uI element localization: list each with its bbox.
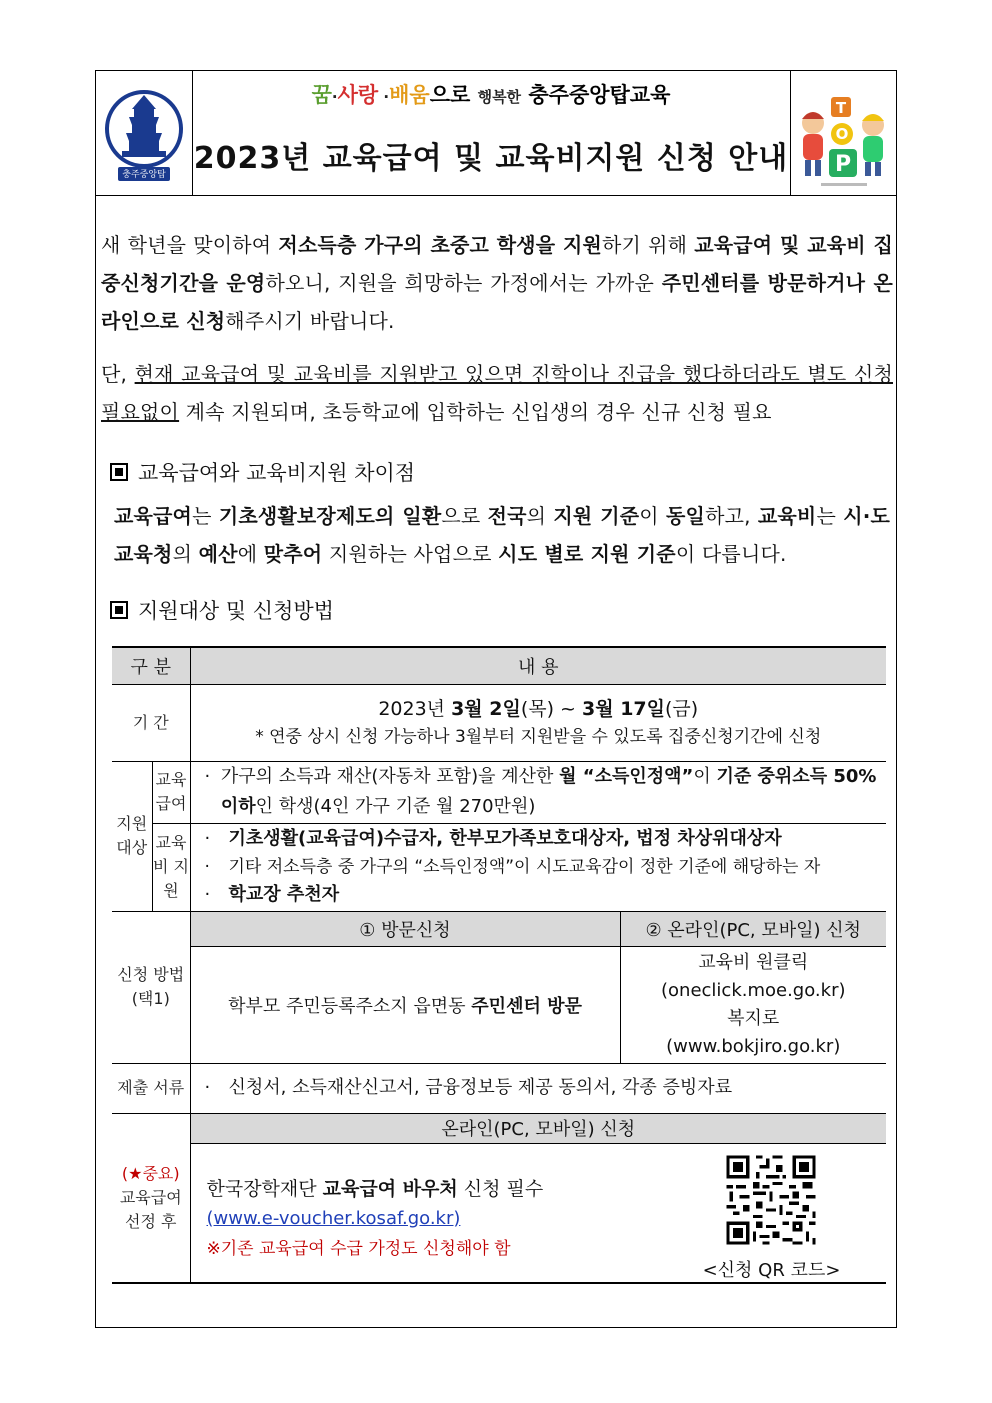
intro-paragraph: 새 학년을 맞이하여 저소득층 가구의 초중고 학생을 지원하기 위해 교육급여 및 교육비 집중신청기간을 운영하오니, 지원을 희망하는 가정에서는 가까운 주민센터를 방문하거나 온라인으로 신청해주시기 바랍니다.: [101, 233, 893, 333]
square-bullet-icon: [110, 601, 128, 619]
slogan-with: 으로: [429, 83, 471, 107]
notice-underlined: 현재 교육급여 및 교육비를 지원받고 있으면 진학이나 진급을 했다하더라도 별도 신청 필요없이: [101, 362, 893, 424]
header: [96, 71, 896, 196]
slogan-dot: ·: [331, 88, 338, 106]
page-title: 2023년 교육급여 및 교육비지원 신청 안내: [193, 141, 789, 176]
top-mascot-icon: [791, 71, 897, 195]
method-online-head: ② 온라인(PC, 모바일) 신청: [620, 911, 886, 946]
table-row-voucher: [112, 1143, 886, 1283]
list-item: 기타 저소득층 중 가구의 “소득인정액”이 시도교육감이 정한 기준에 해당하는 자: [228, 857, 821, 877]
slogan-dream: 꿈: [311, 83, 332, 107]
table-row-method-head: [112, 911, 886, 946]
header-content: 내 용: [190, 647, 886, 684]
voucher-content: 한국장학재단 교육급여 바우처 신청 필수 (www.e-voucher.kosaf.go.kr) ※기존 교육급여 수급 가정도 신청해야 함 <신청 QR 코드>: [190, 1143, 886, 1283]
list-item: 학교장 추천자: [228, 884, 340, 905]
voucher-link[interactable]: (www.e-voucher.kosaf.go.kr): [206, 1207, 461, 1229]
edu-support-label: 교육 비 지원: [152, 823, 190, 911]
bokjiro-label: 복지로: [727, 1007, 780, 1029]
difference-paragraph: 교육급여는 기초생활보장제도의 일환으로 전국의 지원 기준이 동일하고, 교육비는 시·도교육청의 예산에 맞추어 지원하는 사업으로 시도 별로 지원 기준이 다릅니다.: [114, 504, 891, 566]
period-label: 기 간: [112, 684, 190, 761]
oneclick-url[interactable]: (oneclick.moe.go.kr): [661, 979, 846, 1001]
slogan-education: 충주중앙탑교육: [528, 83, 671, 107]
list-item: 기초생활(교육급여)수급자, 한부모가족보호대상자, 법정 차상위대상자: [228, 828, 782, 849]
table-row-method: [112, 946, 886, 1063]
bokjiro-url[interactable]: (www.bokjiro.go.kr): [666, 1035, 841, 1057]
school-logo-icon: [96, 71, 192, 195]
slogan: [192, 79, 790, 109]
docs-content: · 신청서, 소득재산신고서, 금융정보등 제공 동의서, 각종 증빙자료: [190, 1063, 886, 1113]
edu-benefit-label: 교육 급여: [152, 761, 190, 823]
slogan-learning: 배움: [389, 83, 430, 107]
section-heading-difference: 교육급여와 교육비지원 차이점: [110, 457, 415, 487]
docs-label: 제출 서류: [112, 1063, 190, 1113]
logo-text: 충주중앙탑: [122, 170, 166, 180]
document-frame: [95, 70, 897, 1328]
table-row-period: [112, 684, 886, 761]
mascot-logo-cell: [790, 71, 897, 195]
notice-paragraph: 단, 현재 교육급여 및 교육비를 지원받고 있으면 진학이나 진급을 했다하더라도 별도 신청 필요없이 계속 지원되며, 초등학교에 입학하는 신입생의 경우 신규 신청 필요: [101, 362, 893, 424]
mascot-letter-o: O: [835, 125, 849, 143]
slogan-love: 사랑: [337, 83, 379, 107]
school-logo-cell: [96, 71, 193, 195]
mascot-letter-t: T: [835, 99, 847, 117]
section-heading-target: 지원대상 및 신청방법: [110, 595, 334, 625]
mascot-letter-p: P: [834, 152, 852, 177]
square-bullet-icon: [110, 463, 128, 481]
voucher-note: ※기존 교육급여 수급 가정도 신청해야 함: [206, 1238, 511, 1259]
support-table: [112, 646, 886, 1284]
voucher-head: 온라인(PC, 모바일) 신청: [190, 1113, 886, 1143]
qr-caption: <신청 QR 코드>: [702, 1259, 841, 1281]
qr-code-icon: [723, 1152, 819, 1248]
slogan-happy: 행복한: [477, 88, 522, 106]
method-online-content: [620, 946, 886, 1063]
edu-support-content: · 기초생활(교육급여)수급자, 한부모가족보호대상자, 법정 차상위대상자 · 기타 저소득층 중 가구의 “소득인정액”이 시도교육감이 정한 기준에 해당하는 자 · 학교장 추천자: [190, 823, 886, 911]
header-category: 구 분: [112, 647, 190, 684]
edu-benefit-content: · 가구의 소득과 재산(자동차 포함)을 계산한 월 “소득인정액”이 기준 중위소득 50% 이하인 학생(4인 가구 기준 월 270만원): [190, 761, 886, 823]
method-visit-head: ① 방문신청: [190, 911, 620, 946]
method-label: 신청 방법 (택1): [112, 911, 190, 1063]
table-row-edu-benefit: [112, 761, 886, 823]
slogan-dot: ·: [383, 88, 390, 106]
period-note: * 연중 상시 신청 가능하나 3월부터 지원받을 수 있도록 집중신청기간에 신청: [255, 726, 822, 747]
qr-code[interactable]: [723, 1152, 819, 1253]
table-header-row: [112, 647, 886, 684]
target-label: 지원 대상: [112, 761, 152, 911]
table-row-edu-support: [112, 823, 886, 911]
method-visit-content: 학부모 주민등록주소지 읍면동 주민센터 방문: [190, 946, 620, 1063]
table-row-voucher-head: [112, 1113, 886, 1143]
period-content: 2023년 3월 2일(목) ~ 3월 17일(금) * 연중 상시 신청 가능하나 3월부터 지원받을 수 있도록 집중신청기간에 신청: [190, 684, 886, 761]
table-row-docs: [112, 1063, 886, 1113]
voucher-label: (★중요) 교육급여 선정 후: [112, 1113, 190, 1283]
oneclick-label: 교육비 원클릭: [698, 951, 809, 973]
